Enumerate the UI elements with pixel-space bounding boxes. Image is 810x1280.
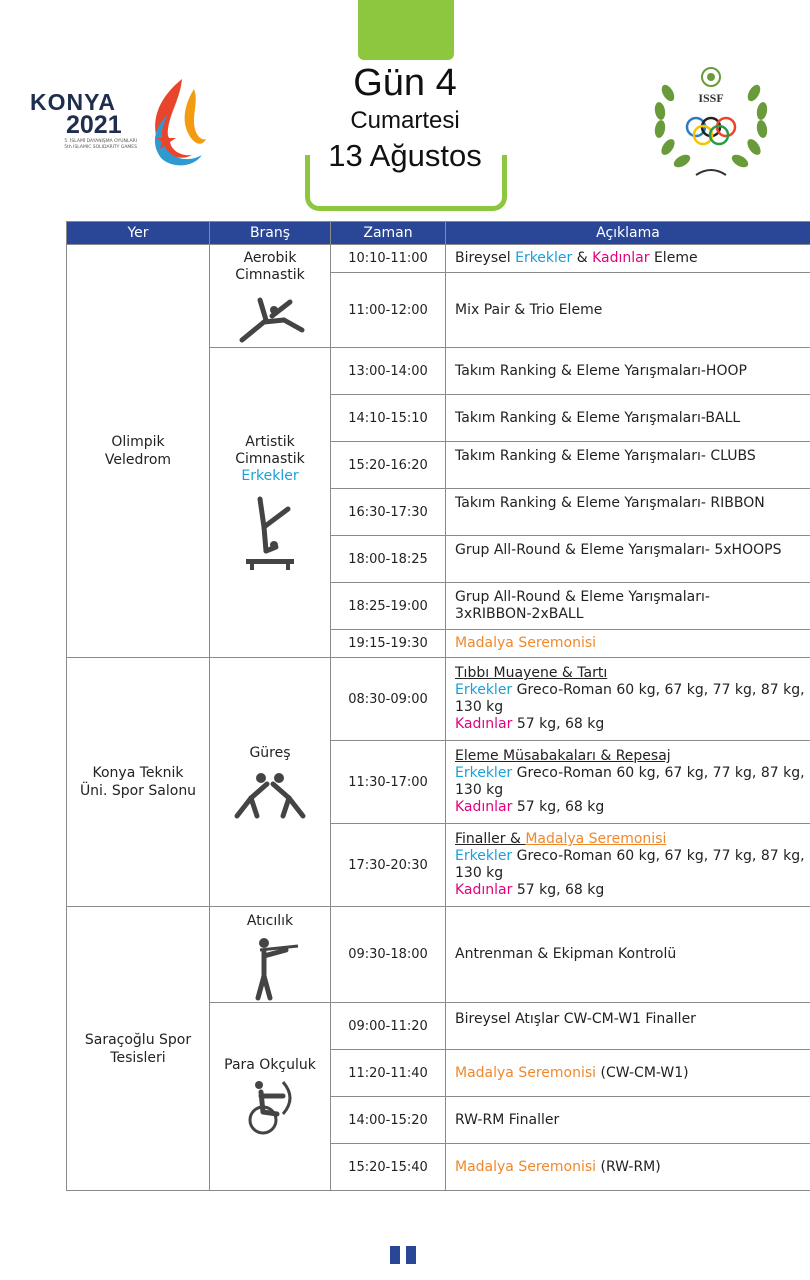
- time-cell: 15:20-15:40: [331, 1144, 446, 1191]
- col-header-aciklama: Açıklama: [446, 222, 810, 245]
- description-cell: Mix Pair & Trio Eleme: [446, 273, 810, 348]
- time-cell: 15:20-16:20: [331, 442, 446, 489]
- table-row: [67, 245, 810, 273]
- description-cell: Madalya Seremonisi (CW-CM-W1): [446, 1050, 810, 1097]
- venue-konya-teknik: Konya Teknik Üni. Spor Salonu: [67, 658, 210, 907]
- description-cell: Tıbbı Muayene & Tartı Erkekler Greco-Roman 60 kg, 67 kg, 77 kg, 87 kg, 130 kg Kadınlar 57 kg, 68 kg: [446, 658, 810, 741]
- description-cell: Takım Ranking & Eleme Yarışmaları-HOOP: [446, 348, 810, 395]
- title-block: [300, 60, 510, 176]
- weekday: Cumartesi: [350, 107, 460, 134]
- venue-olimpik-veledrom: Olimpik Veledrom: [67, 245, 210, 658]
- time-cell: 16:30-17:30: [331, 489, 446, 536]
- time-cell: 11:20-11:40: [331, 1050, 446, 1097]
- branch-artistik-cimnastik: Artistik Cimnastik Erkekler: [210, 348, 331, 658]
- col-header-yer: Yer: [67, 222, 210, 245]
- venue-saracoglu: Saraçoğlu Spor Tesisleri: [67, 907, 210, 1191]
- description-cell: Eleme Müsabakaları & Repesaj Erkekler Greco-Roman 60 kg, 67 kg, 77 kg, 87 kg, 130 kg Kadınlar 57 kg, 68 kg: [446, 741, 810, 824]
- time-cell: 14:00-15:20: [331, 1097, 446, 1144]
- issf-logo-name: ISSF: [698, 91, 724, 105]
- time-cell: 18:00-18:25: [331, 536, 446, 583]
- description-cell: Bireysel Atışlar CW-CM-W1 Finaller: [446, 1003, 810, 1050]
- time-cell: 17:30-20:30: [331, 824, 446, 907]
- table-row: [67, 907, 810, 1003]
- description-cell: Takım Ranking & Eleme Yarışmaları-BALL: [446, 395, 810, 442]
- time-cell: 09:30-18:00: [331, 907, 446, 1003]
- time-cell: 11:30-17:00: [331, 741, 446, 824]
- description-cell: Bireysel Erkekler & Kadınlar Eleme: [446, 245, 810, 273]
- branch-gures: Güreş: [210, 658, 331, 907]
- description-cell: Finaller & Madalya Seremonisi Erkekler Greco-Roman 60 kg, 67 kg, 77 kg, 87 kg, 130 kg Kadınlar 57 kg, 68 kg: [446, 824, 810, 907]
- time-cell: 10:10-11:00: [331, 245, 446, 273]
- table-header-row: [67, 222, 810, 245]
- time-cell: 11:00-12:00: [331, 273, 446, 348]
- wrestling-icon: [227, 768, 313, 820]
- konya-2021-logo: [30, 75, 210, 170]
- branch-aticilik: Atıcılık: [210, 907, 331, 1003]
- artistic-gymnast-icon: [240, 491, 300, 571]
- time-cell: 13:00-14:00: [331, 348, 446, 395]
- time-cell: 19:15-19:30: [331, 630, 446, 658]
- header-tab: [358, 0, 454, 60]
- schedule-table: [66, 221, 810, 1191]
- time-cell: 18:25-19:00: [331, 583, 446, 630]
- col-header-zaman: Zaman: [331, 222, 446, 245]
- issf-wreath-icon: [648, 63, 774, 183]
- description-cell: Madalya Seremonisi: [446, 630, 810, 658]
- description-cell: Takım Ranking & Eleme Yarışmaları- CLUBS: [446, 442, 810, 489]
- time-cell: 09:00-11:20: [331, 1003, 446, 1050]
- description-cell: Madalya Seremonisi (RW-RM): [446, 1144, 810, 1191]
- flame-icon: [132, 75, 210, 170]
- date: 13 Ağustos: [328, 138, 482, 173]
- footer-logo-icon: [390, 1246, 418, 1264]
- para-archery-icon: [243, 1080, 297, 1136]
- branch-aerobik-cimnastik: Aerobik Cimnastik: [210, 245, 331, 348]
- description-cell: Takım Ranking & Eleme Yarışmaları- RIBBON: [446, 489, 810, 536]
- description-cell: Grup All-Round & Eleme Yarışmaları- 3xRIBBON-2xBALL: [446, 583, 810, 630]
- day-title: Gün 4: [353, 62, 457, 104]
- konya-logo-year: 2021: [66, 111, 122, 139]
- description-cell: Grup All-Round & Eleme Yarışmaları- 5xHOOPS: [446, 536, 810, 583]
- description-cell: RW-RM Finaller: [446, 1097, 810, 1144]
- time-cell: 08:30-09:00: [331, 658, 446, 741]
- col-header-brans: Branş: [210, 222, 331, 245]
- konya-logo-subtitle: 5. İSLAMİ DAYANIŞMA OYUNLARI 5th ISLAMIC SOLIDARITY GAMES: [64, 139, 137, 150]
- shooting-icon: [240, 936, 300, 1002]
- table-row: [67, 658, 810, 741]
- aerobic-gymnast-icon: [230, 290, 310, 346]
- konya-logo-name: KONYA: [30, 89, 116, 115]
- time-cell: 14:10-15:10: [331, 395, 446, 442]
- description-cell: Antrenman & Ekipman Kontrolü: [446, 907, 810, 1003]
- issf-logo: [648, 63, 774, 183]
- branch-para-okculuk: Para Okçuluk: [210, 1003, 331, 1191]
